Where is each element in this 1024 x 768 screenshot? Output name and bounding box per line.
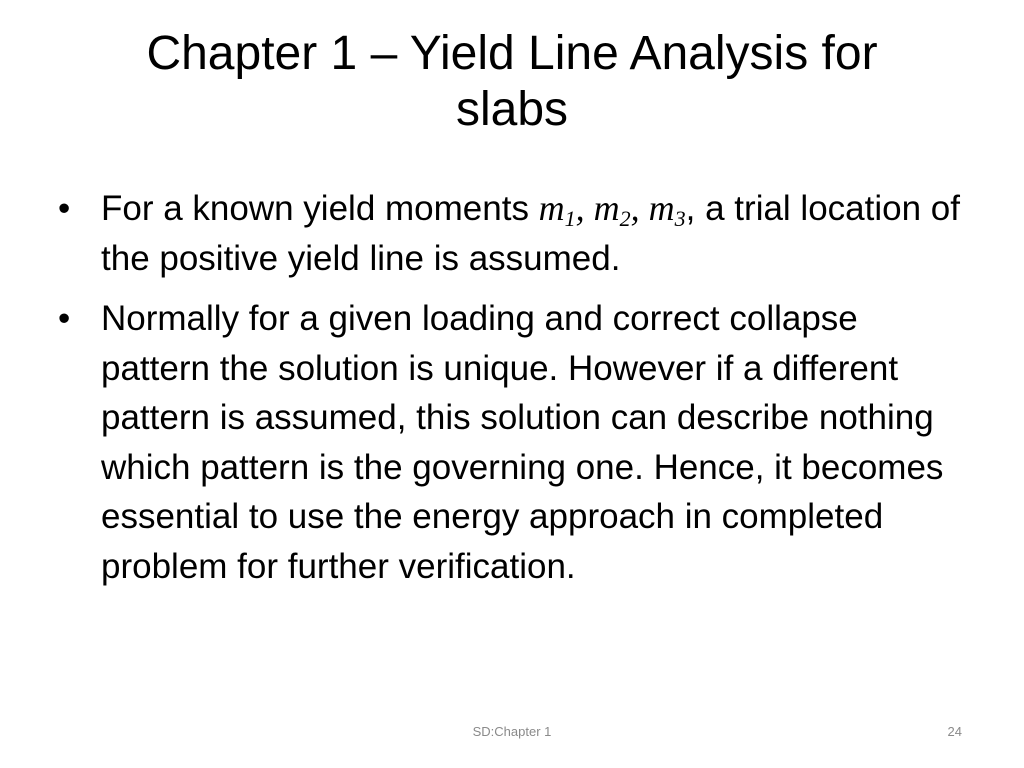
bullet-text: Normally for a given loading and correct collapse pattern the solution is unique. However if a different pattern is assumed, this solution can describe nothing which pattern is the governing one. Hence, it becomes essential to use the energy approach in completed problem for further verification.	[101, 299, 944, 586]
moment-symbols	[538, 188, 686, 231]
footer-chapter-label: SD:Chapter 1	[472, 724, 552, 739]
slide-body	[56, 184, 976, 602]
moment-m3: m	[648, 188, 675, 228]
moment-separator: ,	[630, 188, 649, 228]
moment-m3-subscript: 3	[674, 206, 686, 231]
slide-number: 24	[947, 724, 962, 739]
bullet-marker: •	[58, 189, 71, 228]
slide-title	[60, 26, 964, 138]
bullet-text-prefix: For a known yield moments	[101, 189, 539, 228]
bullet-text-suffix: , a trial location of the positive yield line is assumed.	[101, 189, 960, 278]
bullet-item-yield-moments	[56, 184, 976, 283]
slide-title-line-1: Chapter 1 – Yield Line Analysis for	[146, 27, 878, 80]
slide-title-line-2: slabs	[455, 83, 569, 136]
moment-m2: m	[593, 188, 620, 228]
bullet-item-collapse-pattern	[56, 294, 976, 591]
moment-m2-subscript: 2	[619, 206, 631, 231]
bullet-marker: •	[58, 299, 71, 338]
moment-m1: m	[538, 188, 565, 228]
moment-separator: ,	[575, 188, 594, 228]
moment-m1-subscript: 1	[564, 206, 576, 231]
